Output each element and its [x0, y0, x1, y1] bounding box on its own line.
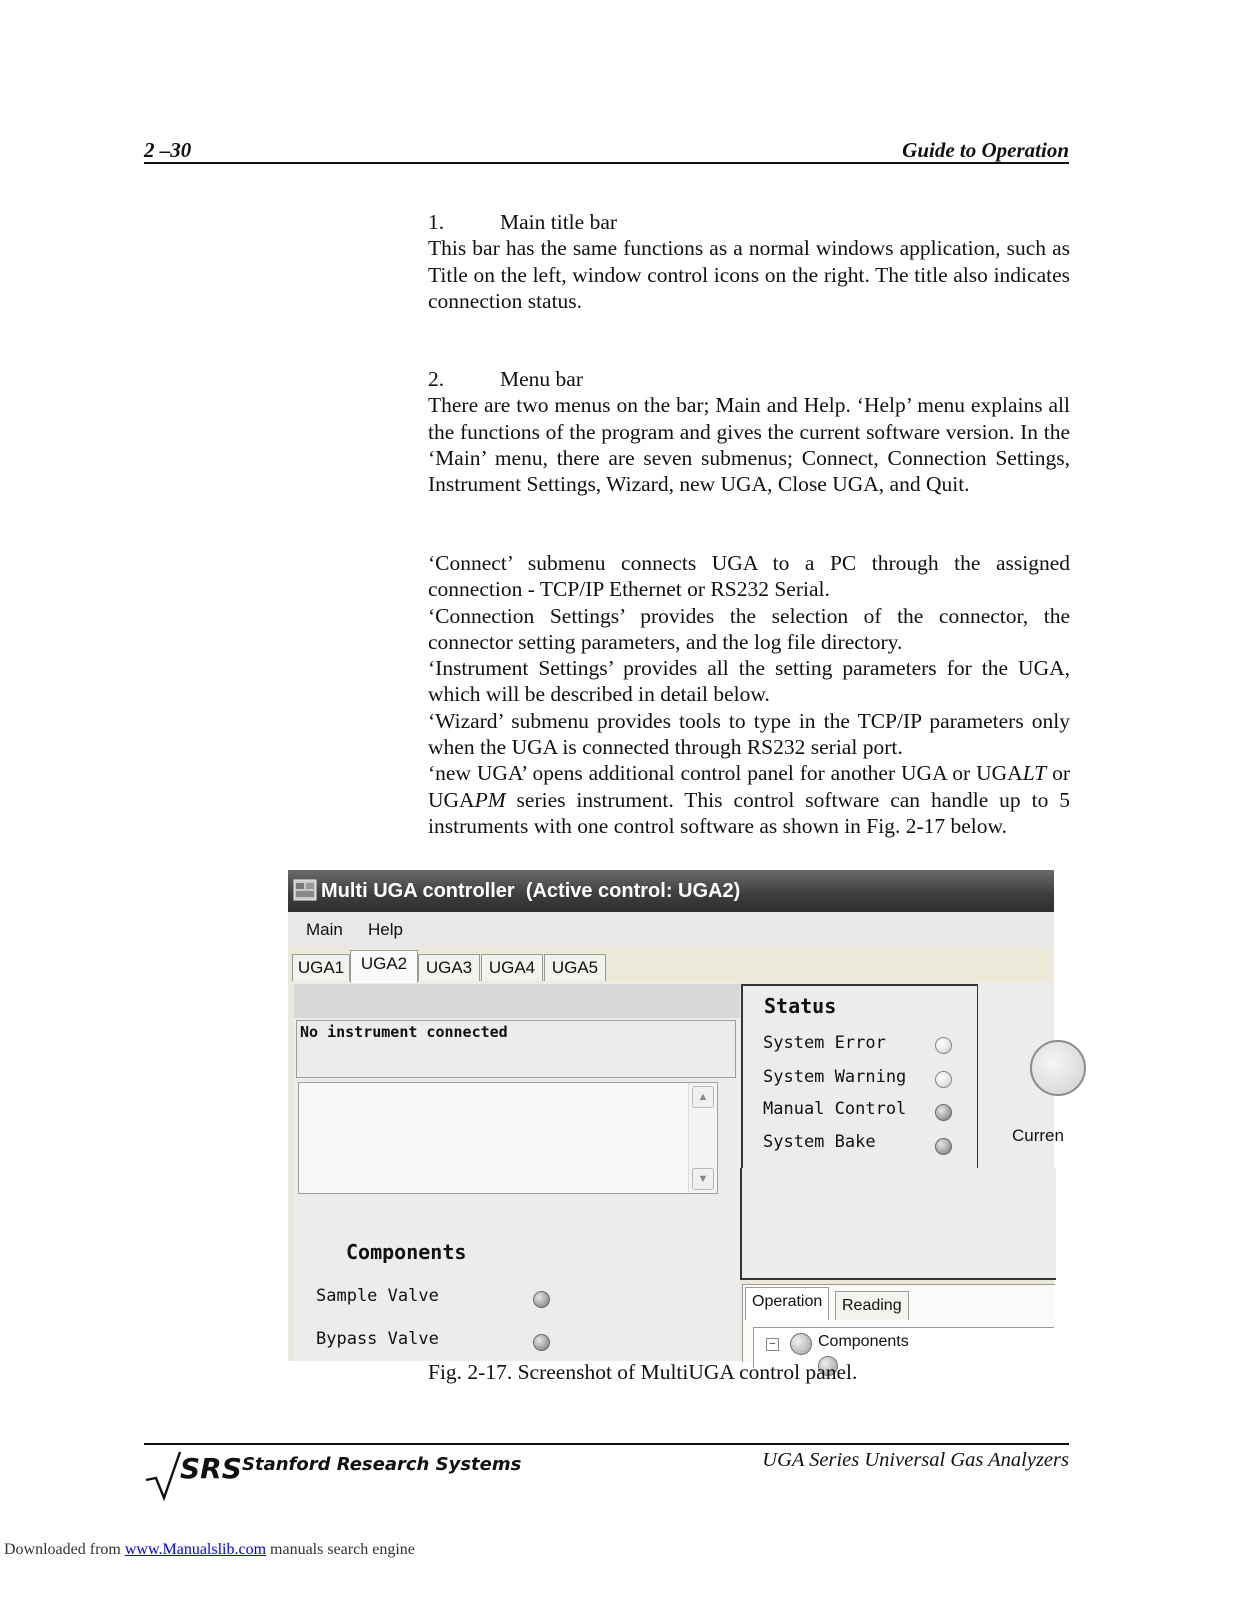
- submenu-descriptions: [428, 550, 1070, 839]
- manual-control-label: Manual Control: [763, 1099, 907, 1119]
- lt-suffix: LT: [1022, 761, 1047, 786]
- connect-description: ‘Connect’ submenu connects UGA to a PC through the assigned connection - TCP/IP Ethernet or RS232 Serial.: [428, 551, 1070, 602]
- section-2-heading: [428, 366, 1070, 392]
- new-uga-description: [428, 760, 1070, 839]
- start-button-icon[interactable]: [1030, 1040, 1086, 1096]
- menu-help[interactable]: Help: [368, 920, 403, 939]
- manualslib-link[interactable]: www.Manualslib.com: [124, 1541, 267, 1558]
- components-node-icon: [790, 1333, 812, 1355]
- pm-suffix: PM: [474, 787, 506, 812]
- section-2-number: 2.: [428, 367, 445, 391]
- new-uga-text-3: series instrument. This control software can handle up to 5 instruments with one control software as shown in Fig. 2-17 below.: [428, 787, 1070, 838]
- status-title: Status: [764, 994, 837, 1018]
- log-textarea[interactable]: [298, 1082, 718, 1194]
- tab-reading[interactable]: Reading: [835, 1291, 909, 1320]
- section-1-paragraph: This bar has the same functions as a normal windows application, such as Title on the left, window control icons on the right. The title also indicates connection status.: [428, 236, 1070, 313]
- srs-logo: [144, 1448, 244, 1502]
- section-1-heading: [428, 209, 1070, 235]
- menu-main[interactable]: Main: [306, 920, 343, 939]
- app-icon: [294, 880, 316, 900]
- scroll-up-icon[interactable]: ▲: [692, 1086, 714, 1108]
- sample-valve-label: Sample Valve: [316, 1286, 439, 1306]
- bypass-valve-led-icon: [533, 1334, 550, 1351]
- section-title: Guide to Operation: [902, 138, 1069, 162]
- window-title: Multi UGA controller (Active control: UGA2): [321, 880, 741, 902]
- connection-message: No instrument connected: [300, 1023, 508, 1041]
- manual-control-led-icon: [935, 1104, 952, 1121]
- middle-lower-panel: [740, 1168, 1056, 1280]
- tab-uga3[interactable]: UGA3: [418, 954, 480, 981]
- tree-collapse-icon[interactable]: −: [766, 1338, 779, 1351]
- system-error-label: System Error: [763, 1033, 886, 1053]
- wizard-description: ‘Wizard’ submenu provides tools to type in the TCP/IP parameters only when the UGA is connected through RS232 serial port.: [428, 708, 1070, 760]
- log-scrollbar[interactable]: [688, 1083, 717, 1193]
- system-warning-led-icon: [935, 1071, 952, 1088]
- connection-settings-description: ‘Connection Settings’ provides the selection of the connector, the connector setting parameters, and the log file directory.: [428, 603, 1070, 654]
- download-note: [4, 1541, 415, 1559]
- bypass-valve-label: Bypass Valve: [316, 1329, 439, 1349]
- page-number: 2 –30: [144, 138, 192, 162]
- multiuga-screenshot: [288, 870, 1064, 1361]
- system-error-led-icon: [935, 1037, 952, 1054]
- section-1-number: 1.: [428, 210, 445, 234]
- instrument-settings-description: ‘Instrument Settings’ provides all the setting parameters for the UGA, which will be described in detail below.: [428, 656, 1070, 707]
- section-2: [428, 366, 1070, 497]
- section-2-title: Menu bar: [500, 367, 583, 391]
- download-prefix: Downloaded from: [4, 1541, 125, 1558]
- components-title: Components: [346, 1240, 467, 1264]
- footer-rule: [144, 1443, 1069, 1445]
- tree-item-components[interactable]: Components: [818, 1333, 909, 1350]
- figure-caption: Fig. 2-17. Screenshot of MultiUGA control panel.: [428, 1360, 858, 1384]
- lower-tab-control: [742, 1284, 1055, 1362]
- tab-uga4[interactable]: UGA4: [481, 954, 543, 981]
- new-uga-text-1: ‘new UGA’ opens additional control panel for another UGA or UGA: [428, 761, 1023, 786]
- left-panel-header: [294, 984, 740, 1018]
- sample-valve-led-icon: [533, 1291, 550, 1308]
- system-bake-label: System Bake: [763, 1132, 876, 1152]
- section-1: [428, 209, 1070, 314]
- scroll-down-icon[interactable]: ▼: [692, 1168, 714, 1190]
- system-warning-label: System Warning: [763, 1067, 907, 1087]
- system-bake-led-icon: [935, 1138, 952, 1155]
- new-uga-text-2: or UGA: [428, 761, 1070, 812]
- menu-bar: [288, 912, 1054, 948]
- company-name: Stanford Research Systems: [242, 1454, 522, 1475]
- tab-uga1[interactable]: UGA1: [292, 954, 350, 981]
- product-name: UGA Series Universal Gas Analyzers: [762, 1449, 1069, 1471]
- header-rule: [144, 162, 1069, 164]
- current-label: Curren: [1012, 1126, 1064, 1145]
- tab-operation[interactable]: Operation: [745, 1287, 829, 1320]
- connection-message-box: [296, 1020, 736, 1078]
- tab-uga2[interactable]: UGA2: [350, 950, 418, 983]
- logo-text: SRS: [180, 1452, 242, 1485]
- section-2-paragraph: There are two menus on the bar; Main and Help. ‘Help’ menu explains all the functions of the program and gives the current software version. In the ‘Main’ menu, there are seven submenus; Connect, Connection Settings, Instrument Settings, Wizard, new UGA, Close UGA, and Quit.: [428, 393, 1070, 497]
- tab-uga5[interactable]: UGA5: [544, 954, 606, 981]
- instrument-tabs: [288, 950, 1054, 982]
- window-title-bar: [288, 870, 1054, 912]
- section-1-title: Main title bar: [500, 210, 618, 234]
- download-suffix: manuals search engine: [266, 1541, 415, 1558]
